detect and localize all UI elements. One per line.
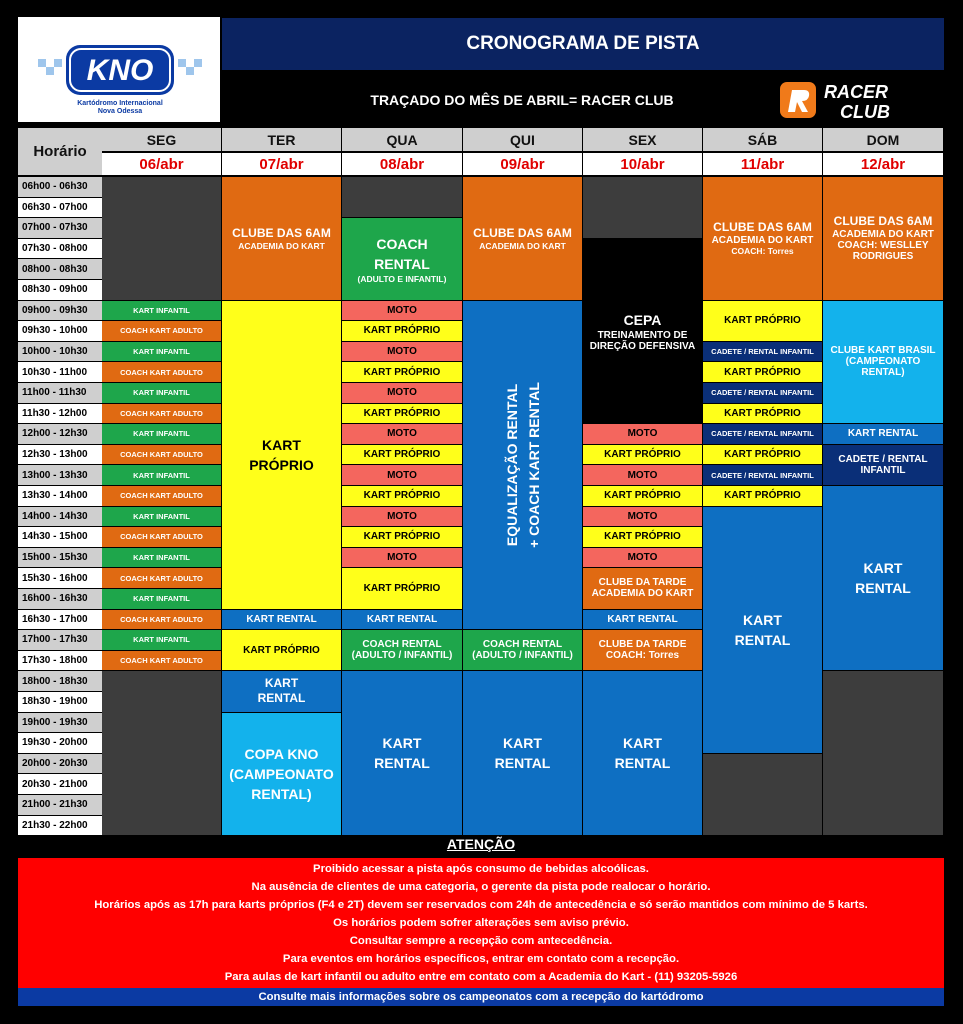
block-text: KART RENTAL [246,613,317,625]
schedule-block [102,486,222,507]
schedule-block [703,301,823,342]
block-text: TREINAMENTO DE [597,329,688,341]
time-slot-label: 13h00 - 13h30 [18,465,102,485]
block-text: RENTAL [257,691,306,706]
block-text: COACH: Torres [605,650,680,662]
block-text: PRÓPRIO [249,456,314,473]
block-text: RENTAL [855,580,911,597]
block-text: KART PRÓPRIO [363,582,441,594]
block-text: KART PRÓPRIO [724,366,801,378]
block-text: CADETE / RENTAL INFANTIL [711,388,814,398]
schedule-block [102,321,222,342]
schedule-block [583,445,703,466]
block-text: MOTO [387,428,417,440]
time-slot-label: 10h00 - 10h30 [18,342,102,362]
block-text: MOTO [627,469,658,481]
day-header: DOM [823,128,943,151]
block-text: KART PRÓPRIO [724,490,801,502]
schedule-block [102,362,222,383]
schedule-block [222,301,342,610]
schedule-block [342,630,463,671]
block-text: KART [863,560,903,577]
day-header: QUA [342,128,462,151]
block-text: KART INFANTIL [133,470,190,480]
schedule-block [703,424,823,445]
svg-text:Kartódromo Internacional: Kartódromo Internacional [77,100,163,107]
notice-line: Proibido acessar a pista após consumo de bebidas alcoólicas. [313,863,649,875]
notice-line: Para aulas de kart infantil ou adulto entre em contato com a Academia do Kart - (11) 93205-5926 [224,971,738,983]
schedule-block [222,713,342,837]
block-text: RENTAL [374,255,430,272]
notice-line: Para eventos em horários específicos, entrar em contato com a recepção. [282,953,680,965]
block-text: RODRIGUES [852,251,914,263]
block-text: KART PRÓPRIO [363,366,441,378]
block-text: MOTO [387,510,417,522]
block-text: CLUBE DAS 6AM [232,225,331,240]
day-header: TER [222,128,341,151]
block-text: RENTAL [374,755,430,772]
schedule-block [102,651,222,672]
schedule-block [342,610,463,631]
schedule-block [102,671,222,836]
block-text: KART PRÓPRIO [363,449,441,461]
block-text: COACH: Torres [731,246,794,257]
schedule-block [463,630,583,671]
schedule-block [102,445,222,466]
schedule-block [703,362,823,383]
schedule-block [342,321,463,342]
schedule-block [823,445,944,486]
block-text: CADETE / RENTAL [838,453,928,465]
block-text: KART PRÓPRIO [604,531,681,543]
day-date: 11/abr [703,153,822,175]
attention-title: ATENÇÃO [446,836,516,852]
schedule-block [102,548,222,569]
block-text: COACH RENTAL [482,639,563,651]
schedule-block [703,465,823,486]
schedule-block [703,486,823,507]
schedule-block [463,301,583,631]
schedule-block [703,754,823,836]
schedule-block [342,486,463,507]
block-text: (ADULTO / INFANTIL) [472,650,573,662]
schedule-block [583,507,703,528]
block-text: (CAMPEONATO [229,765,334,782]
time-slot-label: 20h30 - 21h00 [18,774,102,794]
day-date: 12/abr [823,153,943,175]
block-text: KART PRÓPRIO [724,449,801,461]
schedule-block [342,342,463,363]
block-text: KART INFANTIL [133,511,190,521]
block-text: COACH KART ADULTO [120,491,203,501]
time-slot-label: 06h30 - 07h00 [18,198,102,218]
schedule-block [823,486,944,671]
block-text: KART PRÓPRIO [363,325,441,337]
schedule-block [222,630,342,671]
block-text: KART PRÓPRIO [363,531,441,543]
block-text: CLUBE DAS 6AM [833,214,933,229]
block-text: ACADEMIA DO KART [479,240,566,251]
schedule-block [102,527,222,548]
schedule-block [102,465,222,486]
schedule-block [102,568,222,589]
block-text: CLUBE DAS 6AM [473,225,572,240]
schedule-block [583,239,703,424]
schedule-block [342,218,463,300]
block-text: RENTAL [494,755,551,772]
block-text: + COACH KART RENTAL [525,381,542,548]
time-slot-label: 15h00 - 15h30 [18,548,102,568]
schedule-block [463,671,583,836]
block-text: RENTAL) [251,785,312,802]
racer-club-logo [778,78,928,122]
block-text: KART INFANTIL [133,635,190,645]
block-text: EQUALIZAÇÃO RENTAL [503,383,520,547]
block-text: COACH RENTAL [362,639,442,651]
block-text: KART RENTAL [607,613,678,625]
schedule-block [342,671,463,836]
block-text: (ADULTO E INFANTIL) [357,273,447,284]
block-text: KART INFANTIL [133,347,190,357]
time-slot-label: 11h00 - 11h30 [18,383,102,403]
block-text: DIREÇÃO DEFENSIVA [589,340,696,352]
time-slot-label: 08h30 - 09h00 [18,280,102,300]
block-text: COACH KART ADULTO [120,656,203,666]
time-slot-label: 12h30 - 13h00 [18,445,102,465]
time-slot-label: 07h30 - 08h00 [18,239,102,259]
block-text: RENTAL [614,755,671,772]
schedule-block [342,383,463,404]
schedule-block [102,404,222,425]
schedule-block [583,671,703,836]
block-text: KART [264,676,299,691]
schedule-block [823,177,944,301]
day-date: 08/abr [342,153,462,175]
block-text: KART PRÓPRIO [243,644,320,656]
block-text: KART INFANTIL [133,429,190,439]
block-text: KART PRÓPRIO [363,407,441,419]
schedule-block [342,548,463,569]
block-text: (CAMPEONATO [845,356,921,368]
schedule-block [703,177,823,301]
block-text: KART [262,436,301,453]
time-slot-label: 18h30 - 19h00 [18,692,102,712]
time-slot-label: 21h30 - 22h00 [18,816,102,836]
schedule-block [102,383,222,404]
schedule-block [102,610,222,631]
schedule-block [463,177,583,301]
time-slot-label: 07h00 - 07h30 [18,218,102,238]
block-text: COACH KART ADULTO [120,408,203,418]
time-slot-label: 09h00 - 09h30 [18,301,102,321]
time-slot-label: 11h30 - 12h00 [18,404,102,424]
schedule-block [583,465,703,486]
schedule-block [823,424,944,445]
svg-text:KNO: KNO [86,54,154,87]
schedule-block [823,301,944,425]
schedule-block [102,424,222,445]
time-slot-label: 20h00 - 20h30 [18,754,102,774]
block-text: KART INFANTIL [133,594,190,604]
block-text: MOTO [387,346,417,358]
block-text: COACH KART ADULTO [120,614,203,624]
block-text: COACH KART ADULTO [120,367,203,377]
schedule-block [703,404,823,425]
block-text: RENTAL [734,631,791,648]
block-text: COACH KART ADULTO [120,573,203,583]
time-slot-label: 16h30 - 17h00 [18,610,102,630]
block-text: KART PRÓPRIO [604,449,681,461]
block-text: ACADEMIA DO KART [238,240,325,251]
schedule-block [823,671,944,836]
day-header: SEX [583,128,702,151]
schedule-block [703,383,823,404]
schedule-block [102,507,222,528]
schedule-block [342,465,463,486]
day-header: SÁB [703,128,822,151]
racer-club-logo-graphic [778,78,928,122]
kno-logo-graphic [18,17,220,122]
block-text: MOTO [627,552,658,564]
block-text: KART RENTAL [847,428,919,440]
schedule-block [583,630,703,671]
block-text: COACH [376,235,428,252]
block-text: KART RENTAL [366,613,438,625]
schedule-block [583,548,703,569]
notice-line: Consultar sempre a recepção com antecedência. [349,935,613,947]
block-text: CLUBE DA TARDE [598,577,687,589]
schedule-block [342,404,463,425]
schedule-block [222,671,342,712]
schedule-block [342,301,463,322]
block-text: MOTO [387,552,417,564]
block-text: CADETE / RENTAL INFANTIL [711,470,814,480]
block-text: CLUBE KART BRASIL [830,345,936,357]
block-text: ACADEMIA DO KART [591,588,694,600]
block-text: INFANTIL [860,464,906,476]
time-slot-label: 13h30 - 14h00 [18,486,102,506]
time-slot-label: 08h00 - 08h30 [18,259,102,279]
block-text: MOTO [627,428,658,440]
day-date: 10/abr [583,153,702,175]
schedule-block [102,301,222,322]
day-date: 09/abr [463,153,582,175]
day-date: 07/abr [222,153,341,175]
time-slot-label: 15h30 - 16h00 [18,568,102,588]
block-text: KART PRÓPRIO [724,407,801,419]
page-title: CRONOGRAMA DE PISTA [222,18,944,70]
block-text: KART [382,735,422,752]
day-date: 06/abr [102,153,221,175]
block-text: KART [503,735,542,752]
time-slot-label: 12h00 - 12h30 [18,424,102,444]
notice-line: Na ausência de clientes de uma categoria, o gerente da pista pode realocar o horário. [251,881,711,893]
schedule-block [703,342,823,363]
time-slot-label: 17h30 - 18h00 [18,651,102,671]
block-text: CLUBE DAS 6AM [713,220,812,235]
time-slot-label: 21h00 - 21h30 [18,795,102,815]
time-slot-label: 19h00 - 19h30 [18,713,102,733]
schedule-block [342,507,463,528]
block-text: MOTO [387,469,417,481]
schedule-block [102,177,222,301]
schedule-block [102,589,222,610]
schedule-block [102,630,222,651]
block-text: COACH: WESLLEY [837,240,929,252]
block-text: KART INFANTIL [133,305,190,315]
vertical-label [501,382,545,548]
block-text: MOTO [387,387,417,399]
time-column-header: Horário [18,128,102,175]
time-slot-label: 09h30 - 10h00 [18,321,102,341]
block-text: ACADEMIA DO KART [832,229,934,241]
block-text: CEPA [623,311,662,328]
time-slot-label: 14h00 - 14h30 [18,507,102,527]
block-text: CLUBE DA TARDE [598,639,687,651]
svg-text:RACER: RACER [824,82,889,102]
notice-line: Os horários podem sofrer alterações sem aviso prévio. [333,917,629,929]
time-slot-label: 17h00 - 17h30 [18,630,102,650]
schedule-block [703,507,823,754]
svg-text:CLUB: CLUB [840,102,890,122]
schedule-block [583,486,703,507]
schedule-block [342,177,463,218]
time-slot-label: 14h30 - 15h00 [18,527,102,547]
time-slot-label: 06h00 - 06h30 [18,177,102,197]
schedule-block [583,177,703,239]
schedule-block [583,568,703,609]
schedule-block [583,424,703,445]
time-slot-label: 18h00 - 18h30 [18,671,102,691]
schedule-block [342,568,463,609]
schedule-block [342,445,463,466]
schedule-block [222,610,342,631]
schedule-block [342,527,463,548]
block-text: KART INFANTIL [133,388,190,398]
block-text: MOTO [387,304,417,316]
block-text: (ADULTO / INFANTIL) [351,650,453,662]
svg-text:Nova Odessa: Nova Odessa [97,108,143,115]
day-header: SEG [102,128,221,151]
block-text: KART PRÓPRIO [604,490,681,502]
schedule-block [583,610,703,631]
attention-footer: Consulte mais informações sobre os campeonatos com a recepção do kartódromo [18,988,944,1006]
block-text: COACH KART ADULTO [120,326,203,336]
schedule-block [102,342,222,363]
schedule-block [222,177,342,301]
block-text: COACH KART ADULTO [120,450,203,460]
block-text: COACH KART ADULTO [120,532,203,542]
subtitle: TRAÇADO DO MÊS DE ABRIL= RACER CLUB [370,92,674,108]
schedule-block [583,527,703,548]
notice-line: Horários após as 17h para karts próprios (F4 e 2T) devem ser reservados com 24h de antecedência e só serão mantidos com mínimo de 5 karts. [94,899,868,911]
block-text: MOTO [627,510,658,522]
kno-logo [18,17,220,122]
time-slot-label: 16h00 - 16h30 [18,589,102,609]
schedule-block [342,424,463,445]
block-text: CADETE / RENTAL INFANTIL [711,429,814,439]
block-text: CADETE / RENTAL INFANTIL [711,347,814,357]
block-text: KART [623,735,662,752]
schedule-block [342,362,463,383]
block-text: KART INFANTIL [133,553,190,563]
block-text: ACADEMIA DO KART [711,235,814,247]
block-text: COPA KNO [244,745,319,762]
day-header: QUI [463,128,582,151]
block-text: KART PRÓPRIO [724,315,801,327]
block-text: KART [743,611,782,628]
time-slot-label: 19h30 - 20h00 [18,733,102,753]
attention-notice [18,858,944,988]
time-slot-label: 10h30 - 11h00 [18,362,102,382]
block-text: KART PRÓPRIO [363,490,441,502]
schedule-block [703,445,823,466]
block-text: RENTAL) [861,367,905,379]
